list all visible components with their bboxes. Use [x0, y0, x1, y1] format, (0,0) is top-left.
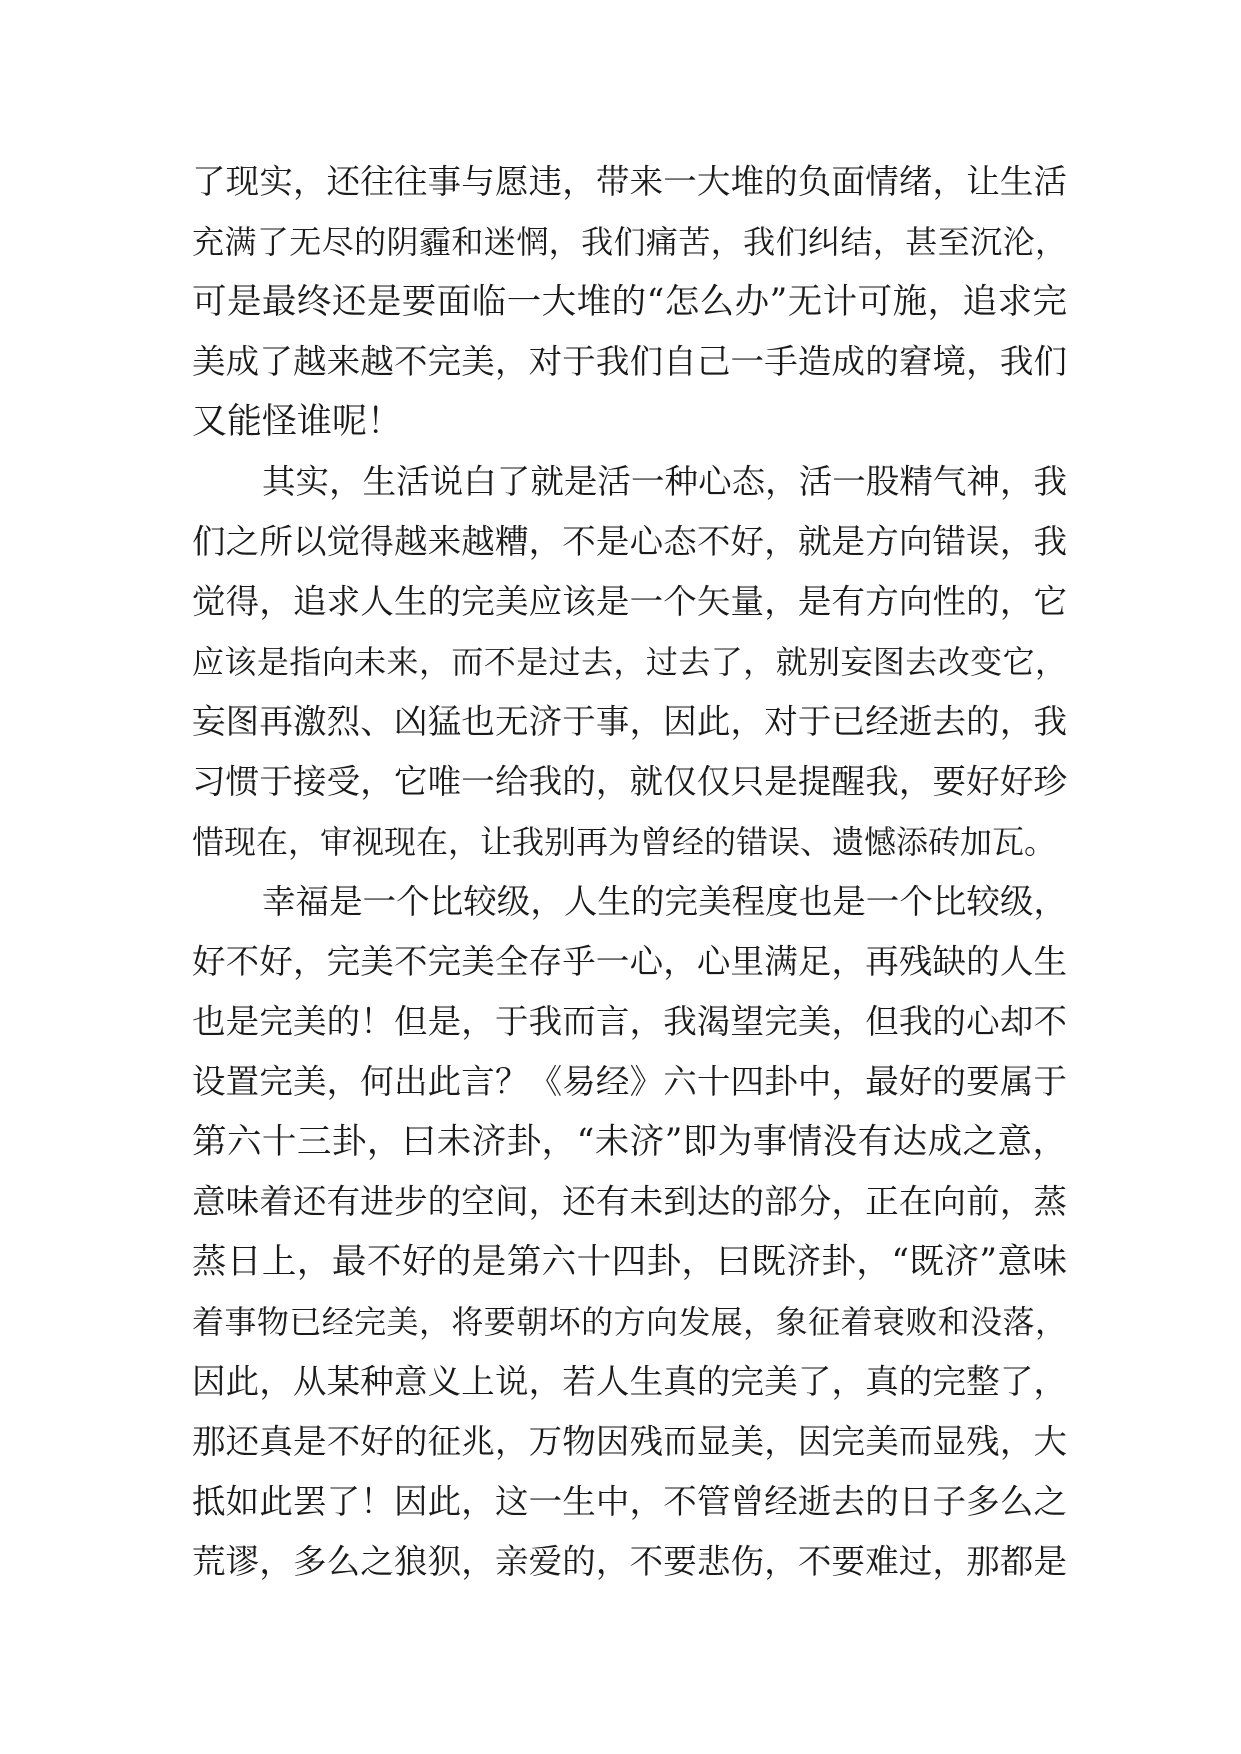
text-line: 美成了越来越不完美，对于我们自己一手造成的窘境，我们: [192, 342, 1067, 381]
text-line: 蒸日上，最不好的是第六十四卦，曰既济卦，“既济”意味: [192, 1242, 1067, 1282]
text-line: 觉得，追求人生的完美应该是一个矢量，是有方向性的，它: [192, 582, 1067, 621]
text-line: 惜现在，审视现在，让我别再为曾经的错误、遗憾添砖加瓦。: [192, 823, 1057, 861]
text-line: 设置完美，何出此言？《易经》六十四卦中，最好的要属于: [192, 1062, 1067, 1101]
text-line: 应该是指向未来，而不是过去，过去了，就别妄图去改变它，: [192, 643, 1067, 681]
text-line: 幸福是一个比较级，人生的完美程度也是一个比较级，: [262, 882, 1067, 921]
text-line: 好不好，完美不完美全存乎一心，心里满足，再残缺的人生: [192, 942, 1067, 981]
body-text: [192, 152, 1067, 1592]
text-line: 充满了无尽的阴霾和迷惘，我们痛苦，我们纠结，甚至沉沦，: [192, 223, 1067, 261]
text-line: 了现实，还往往事与愿违，带来一大堆的负面情绪，让生活: [192, 162, 1067, 201]
text-line: 荒谬，多么之狼狈，亲爱的，不要悲伤，不要难过，那都是: [192, 1542, 1067, 1581]
text-line: 也是完美的！但是，于我而言，我渴望完美，但我的心却不: [192, 1002, 1067, 1041]
text-line: 妄图再激烈、凶猛也无济于事，因此，对于已经逝去的，我: [192, 702, 1067, 741]
text-line: 又能怪谁呢！: [192, 402, 403, 442]
text-line: 可是最终还是要面临一大堆的“怎么办”无计可施，追求完: [192, 282, 1067, 322]
text-line: 那还真是不好的征兆，万物因残而显美，因完美而显残，大: [192, 1422, 1067, 1461]
text-line: 抵如此罢了！因此，这一生中，不管曾经逝去的日子多么之: [192, 1482, 1067, 1521]
text-line: 意味着还有进步的空间，还有未到达的部分，正在向前，蒸: [192, 1182, 1067, 1221]
text-line: 第六十三卦，曰未济卦，“未济”即为事情没有达成之意，: [192, 1122, 1067, 1162]
text-line: 习惯于接受，它唯一给我的，就仅仅只是提醒我，要好好珍: [192, 762, 1067, 801]
text-line: 们之所以觉得越来越糟，不是心态不好，就是方向错误，我: [192, 522, 1067, 561]
text-line: 其实，生活说白了就是活一种心态，活一股精气神，我: [262, 462, 1067, 501]
text-line: 着事物已经完美，将要朝坏的方向发展，象征着衰败和没落，: [192, 1303, 1067, 1341]
text-line: 因此，从某种意义上说，若人生真的完美了，真的完整了，: [192, 1362, 1067, 1401]
